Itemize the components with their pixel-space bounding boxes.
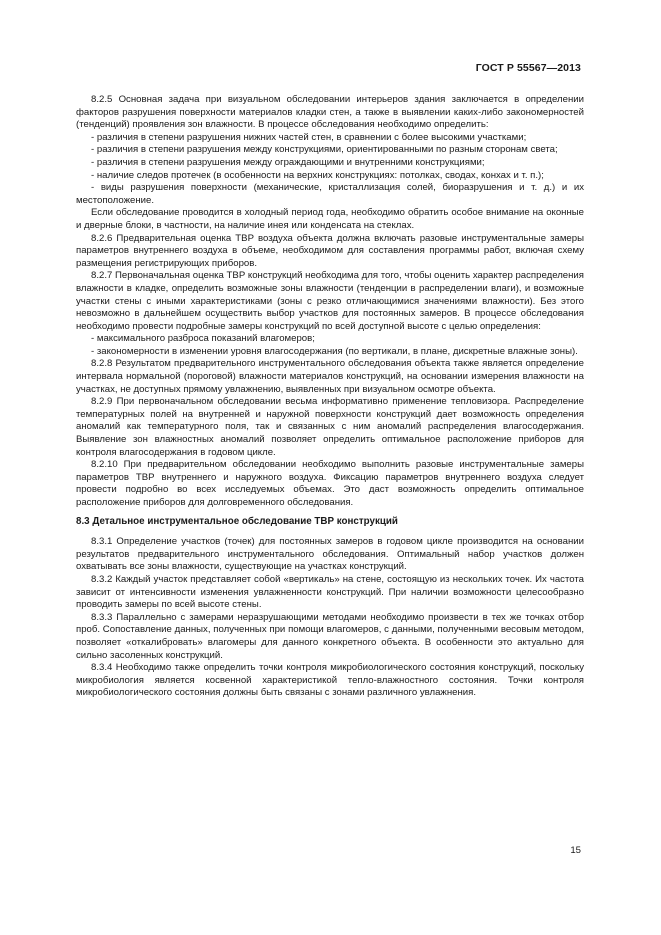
list-item: - различия в степени разрушения между ограждающими и внутренними конструкциями; [91,156,485,168]
paragraph-8-3-3: 8.3.3 Параллельно с замерами неразрушающими методами необходимо произвести в тех же точках отбор проб. Сопоставление данных, полученных при помощи влагомеров, с данными, полученными весовым методом, позволяет «откалибровать» влагомеры для данного конкретного объекта. В особенности это актуально для сильно засоленных конструкций. [76,611,584,661]
list-item: - максимального разброса показаний влагомеров; [91,333,315,345]
paragraph-8-2-8: 8.2.8 Результатом предварительного инструментального обследования объекта также является определение интервала нормальной (пороговой) влажности материалов конструкций, на основании измерения влажности на участках, не доступных прямому увлажнению, выявленных при визуальном осмотре объекта. [76,358,584,395]
standard-number: ГОСТ Р 55567—2013 [475,62,581,74]
page-content [76,94,584,700]
paragraph-8-3-2: 8.3.2 Каждый участок представляет собой «вертикаль» на стене, состоящую из нескольких точек. Их частота зависит от интенсивности изменения увлажненности конструкций. При наличии возможности целесообразно проводить замеры по всей высоте стены. [76,573,584,611]
paragraph-8-2-5: 8.2.5 Основная задача при визуальном обследовании интерьеров здания заключается в определении факторов разрушения поверхности материалов кладки стен, а также в выявлении каких-либо закономерностей (тенденций) проявления зон влажности. В процессе обследования необходимо определить: [76,94,584,131]
paragraph-8-3-1: 8.3.1 Определение участков (точек) для постоянных замеров в годовом цикле производится на основании результатов предварительного инструментального обследования. Оптимальный набор участков должен охватывать все зоны влажности, существующие на участках конструкций. [76,536,584,573]
page-number: 15 [570,845,581,856]
list-item: - наличие следов протечек (в особенности на верхних конструкциях: потолках, сводах, конхах и т. п.); [91,169,544,181]
paragraph-cold-period: Если обследование проводится в холодный период года, необходимо обратить особое внимание на оконные и дверные блоки, в частности, на наличие инея или конденсата на стеклах. [76,207,584,231]
paragraph-8-2-9: 8.2.9 При первоначальном обследовании весьма информативно применение тепловизора. Распределение температурных полей на внутренней и наружной поверхности конструкций дает возможность определения аномалий как температурного поля, так и связанных с ним аномалий распределения влагосодержания. Выявление зон влажностных аномалий позволяет определить оптимальное расположение приборов для контроля влагосодержания в годовом цикле. [76,396,584,458]
list-item: - различия в степени разрушения нижних частей стен, в сравнении с более высокими участками; [91,131,527,143]
paragraph-8-3-4: 8.3.4 Необходимо также определить точки контроля микробиологического состояния конструкций, поскольку микробиология является косвенной характеристикой тепло-влажностного состояния. Точки контроля микробиологического состояния должны быть связаны с зонами различного увлажнения. [76,662,584,699]
list-item: - различия в степени разрушения между конструкциями, ориентированными по разным сторонам света; [91,144,558,156]
list-item: - закономерности в изменении уровня влагосодержания (по вертикали, в плане, дискретные влажные зоны). [91,345,578,357]
section-heading-8-3: 8.3 Детальное инструментальное обследование ТВР конструкций [76,515,398,527]
paragraph-8-2-6: 8.2.6 Предварительная оценка ТВР воздуха объекта должна включать разовые инструментальные замеры параметров внутреннего воздуха в объеме, необходимом для составления программы работ, включая схему размещения регистрирующих приборов. [76,232,584,269]
paragraph-8-2-10: 8.2.10 При предварительном обследовании необходимо выполнить разовые инструментальные замеры параметров ТВР внутреннего и наружного воздуха. Фиксацию параметров внутреннего воздуха следует провести подробно во всех исследуемых объемах. Это даст возможность определить оптимальное расположение приборов для долговременного обследования. [76,459,584,508]
paragraph-8-2-7: 8.2.7 Первоначальная оценка ТВР конструкций необходима для того, чтобы оценить характер распределения влажности в кладке, определить возможные зоны влажности (тенденции в распределении влаги), и возможные участки стены с иными характеристиками (зоны с резко отличающимися значениями влажности). Без этого невозможно в дальнейшем осуществить выбор участков для постоянных замеров. В процессе обследования необходимо провести подробные замеры конструкций по всей доступной высоте с целью определения: [76,270,584,332]
list-item: - виды разрушения поверхности (механические, кристаллизация солей, биоразрушения и т. д.) и их местоположение. [76,182,584,206]
